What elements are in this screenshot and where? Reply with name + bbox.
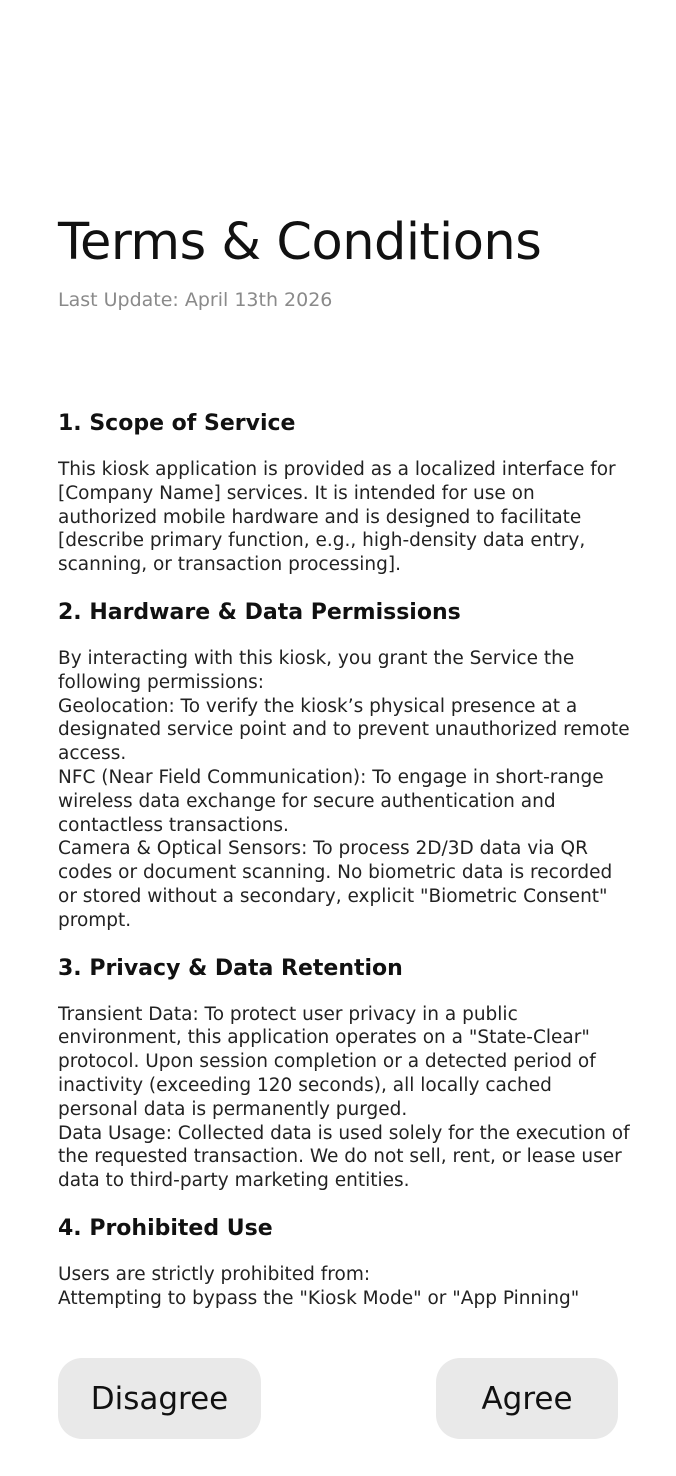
section-scope-of-service: [58, 408, 630, 577]
section-paragraph: Attempting to bypass the "Kiosk Mode" or "App Pinning": [58, 1287, 580, 1309]
section-prohibited-use: [58, 1213, 630, 1311]
section-paragraph: This kiosk application is provided as a localized interface for [Company Name] services. It is intended for use on authorized mobile hardware and is designed to facilitate [describe primary function, e.g., high-density data entry, scanning, or transaction processing].: [58, 459, 616, 576]
last-update-date: Last Update: April 13th 2026: [58, 289, 333, 311]
section-paragraph: NFC (Near Field Communication): To engage in short-range wireless data exchange for secure authentication and contactless transactions.: [58, 766, 604, 836]
section-body: [58, 647, 630, 933]
section-title: 3. Privacy & Data Retention: [58, 955, 403, 981]
page-title: Terms & Conditions: [58, 213, 542, 272]
section-paragraph: Geolocation: To verify the kiosk’s physical presence at a designated service point and to prevent unauthorized remote access.: [58, 695, 630, 765]
section-privacy-retention: [58, 953, 630, 1193]
section-paragraph: Data Usage: Collected data is used solely for the execution of the requested transaction. We do not sell, rent, or lease user data to third-party marketing entities.: [58, 1122, 630, 1192]
section-paragraph: Users are strictly prohibited from:: [58, 1263, 371, 1285]
section-hardware-permissions: [58, 597, 630, 933]
agree-button[interactable]: Agree: [436, 1358, 618, 1439]
section-paragraph: Transient Data: To protect user privacy in a public environment, this application operates on a "State-Clear" protocol. Upon session completion or a detected period of inactivity (exceeding 120 seconds), all locally cached personal data is permanently purged.: [58, 1003, 596, 1120]
section-title: 4. Prohibited Use: [58, 1215, 273, 1241]
section-body: [58, 1003, 630, 1193]
section-title: 1. Scope of Service: [58, 411, 296, 436]
section-paragraph: By interacting with this kiosk, you grant the Service the following permissions:: [58, 647, 575, 693]
section-body: [58, 458, 630, 577]
terms-scroll-area[interactable]: [58, 408, 630, 1328]
section-paragraph: Camera & Optical Sensors: To process 2D/3D data via QR codes or document scanning. No biometric data is recorded or stored without a secondary, explicit "Biometric Consent" prompt.: [58, 838, 613, 931]
disagree-button[interactable]: Disagree: [58, 1358, 261, 1439]
section-title: 2. Hardware & Data Permissions: [58, 599, 461, 625]
section-body: [58, 1263, 630, 1311]
